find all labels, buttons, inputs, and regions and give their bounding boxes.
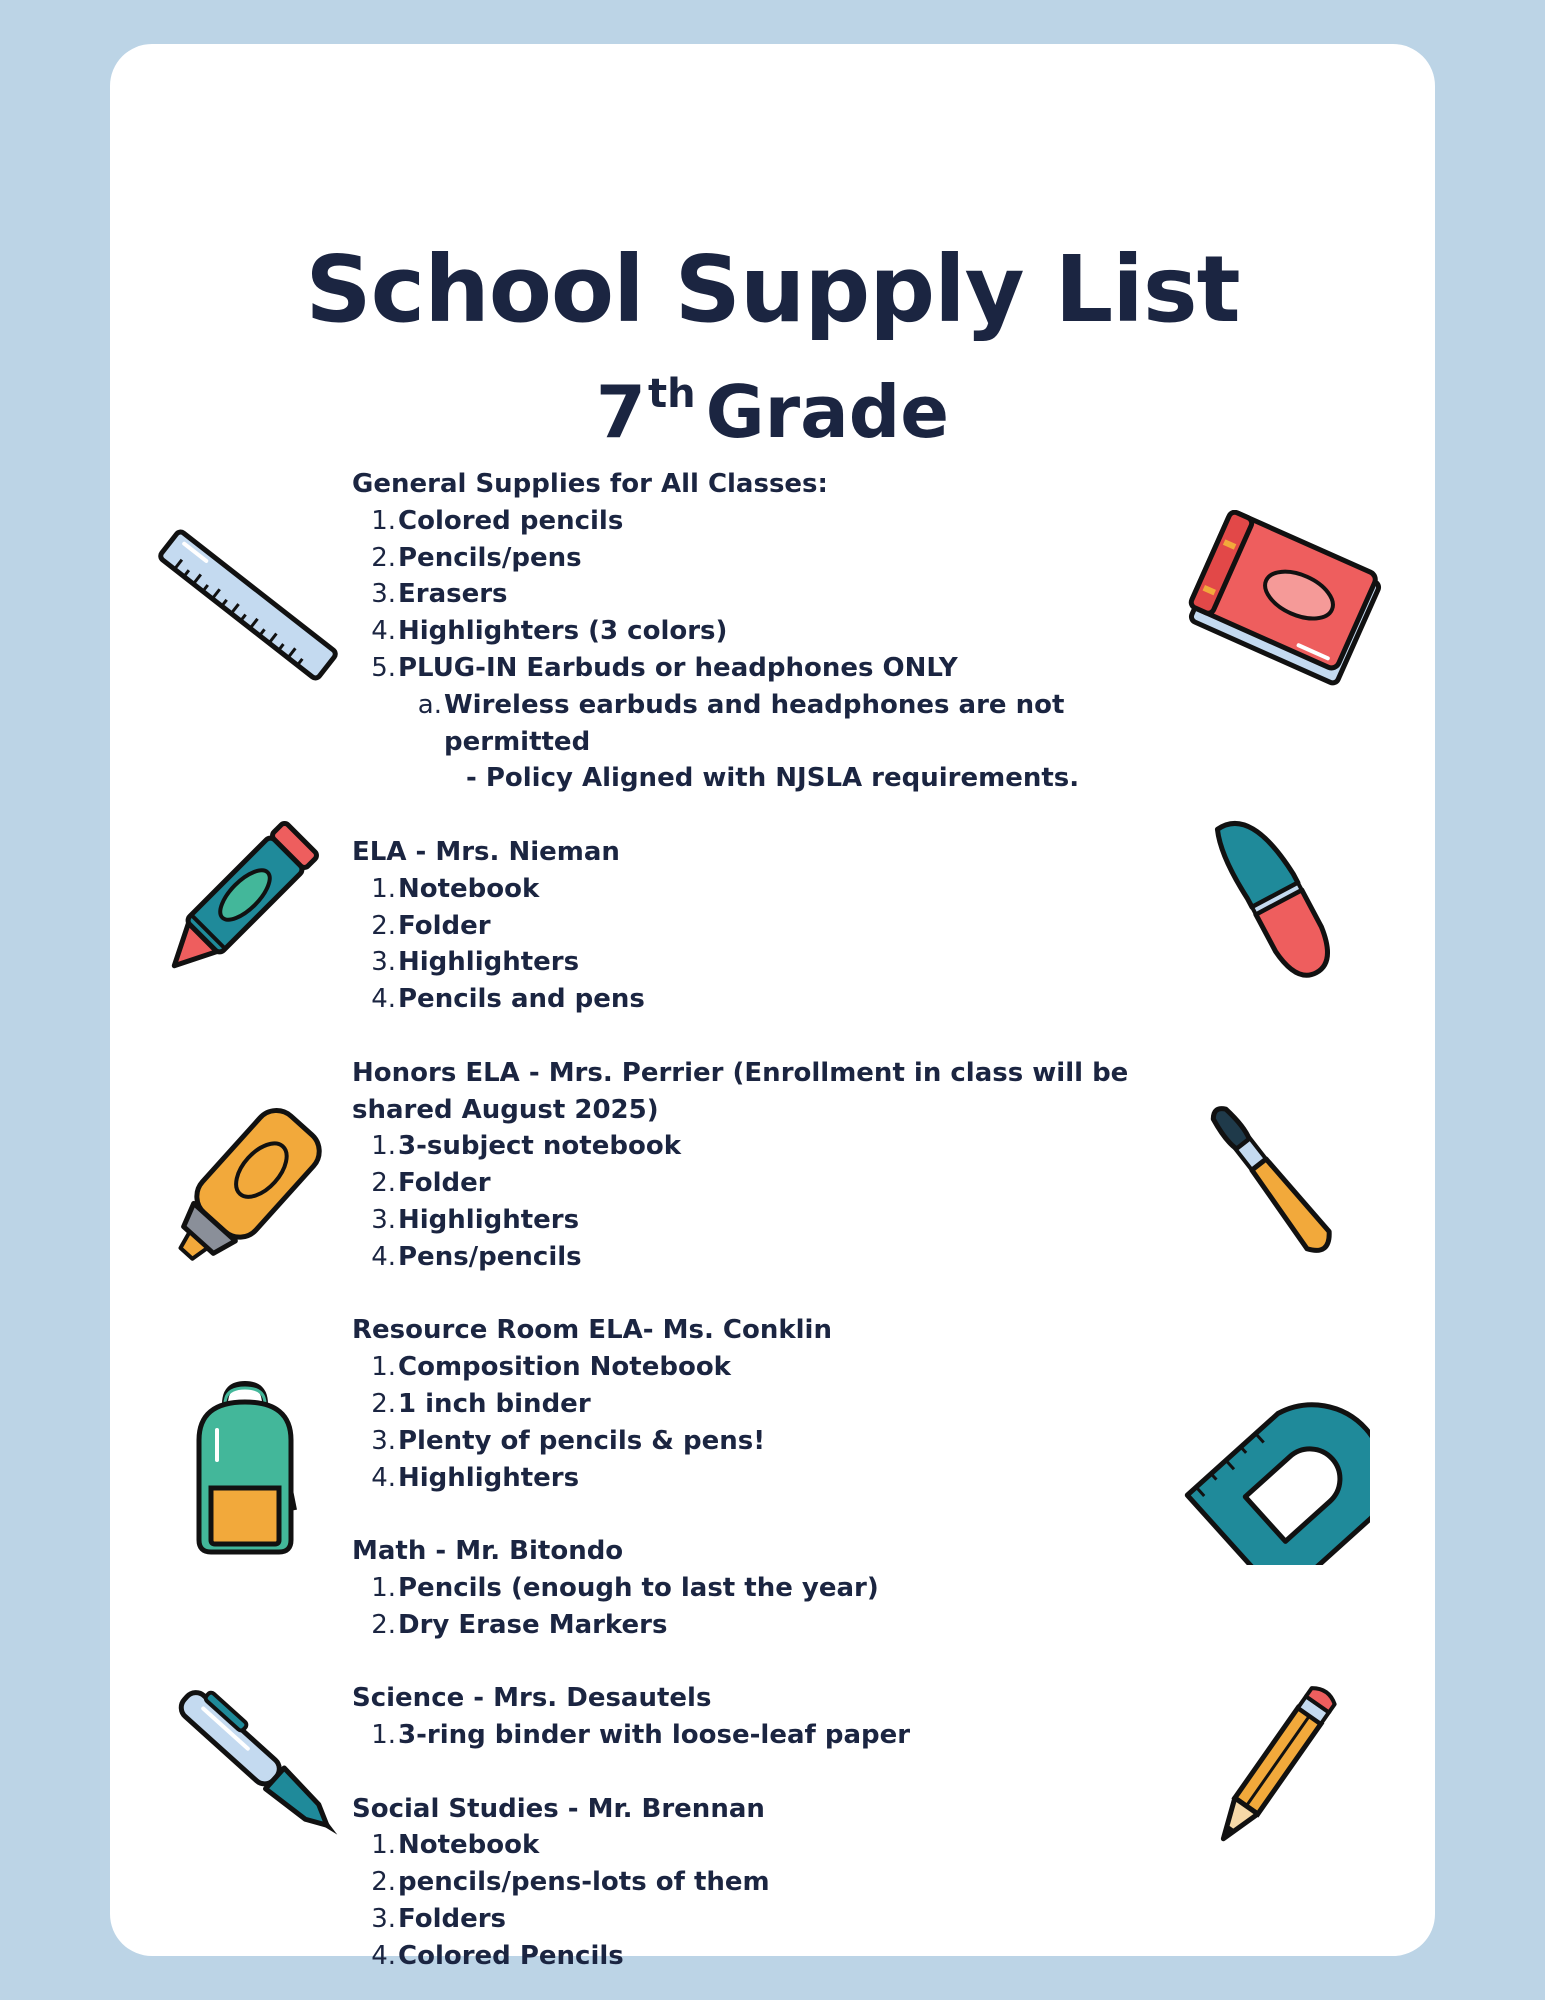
item-number: 1. — [371, 1572, 396, 1603]
item-number: 1. — [371, 1720, 396, 1751]
ruler-icon — [148, 510, 348, 700]
item-number: 2. — [371, 1609, 396, 1640]
list-item — [352, 540, 1192, 577]
list-item — [352, 1239, 1192, 1276]
section-title: Math - Mr. Bitondo — [352, 1536, 624, 1567]
item-text: Pencils and pens — [398, 984, 645, 1015]
list-item — [352, 1717, 1192, 1754]
item-text: Wireless earbuds and headphones are not permitted — [444, 689, 1065, 757]
list-item — [352, 1607, 1192, 1644]
list-item — [352, 1202, 1192, 1239]
item-number: 5. — [371, 652, 396, 683]
section-resource-room — [352, 1312, 1192, 1496]
item-text: Colored pencils — [398, 505, 624, 536]
item-number: 2. — [371, 542, 396, 573]
item-text: Composition Notebook — [398, 1352, 731, 1383]
item-text: Highlighters — [398, 947, 580, 978]
list-item — [352, 1386, 1192, 1423]
item-text: Folder — [398, 1168, 491, 1199]
item-number: 3. — [371, 579, 396, 610]
grade-word: Grade — [705, 370, 950, 454]
item-text: Highlighters (3 colors) — [398, 616, 728, 647]
item-text: Highlighters — [398, 1462, 580, 1493]
list-item — [352, 576, 1192, 613]
list-item — [352, 1901, 1192, 1938]
item-text: Notebook — [398, 873, 540, 904]
item-list — [352, 1717, 1192, 1754]
glue-stick-icon — [158, 1090, 338, 1280]
item-text: 1 inch binder — [398, 1388, 591, 1419]
item-number: 1. — [371, 1830, 396, 1861]
item-text: 3-subject notebook — [398, 1131, 681, 1162]
sub-list-item — [352, 687, 1192, 761]
item-text: pencils/pens-lots of them — [398, 1867, 770, 1898]
item-number: 4. — [371, 984, 396, 1015]
item-list — [352, 1128, 1192, 1275]
item-text: PLUG-IN Earbuds or headphones ONLY — [398, 652, 958, 683]
list-item — [352, 503, 1192, 540]
item-text: Folders — [398, 1904, 507, 1935]
item-number: 2. — [371, 1168, 396, 1199]
grade-number: 7 — [595, 370, 646, 454]
supply-list — [352, 466, 1192, 1975]
policy-note: - Policy Aligned with NJSLA requirements. — [466, 763, 1080, 794]
item-number: 1. — [371, 1131, 396, 1162]
list-item — [352, 1128, 1192, 1165]
item-number: a. — [417, 689, 442, 720]
item-list — [352, 1827, 1192, 1974]
section-title: General Supplies for All Classes: — [352, 469, 828, 499]
grade-suffix: th — [647, 371, 696, 417]
item-text: Pencils/pens — [398, 542, 582, 573]
item-number: 4. — [371, 616, 396, 647]
item-list — [352, 1570, 1192, 1644]
section-ela — [352, 834, 1192, 1018]
item-text: Folder — [398, 910, 491, 941]
item-number: 4. — [371, 1241, 396, 1272]
list-item — [352, 908, 1192, 945]
item-list — [352, 871, 1192, 1018]
section-honors-ela — [352, 1055, 1192, 1276]
list-item — [352, 613, 1192, 650]
item-number: 2. — [371, 1388, 396, 1419]
item-number: 4. — [371, 1940, 396, 1971]
crayon-icon — [150, 800, 340, 990]
pencil-icon — [1190, 1665, 1360, 1865]
item-number: 3. — [371, 947, 396, 978]
protractor-icon — [1180, 1375, 1370, 1565]
item-list — [352, 1349, 1192, 1496]
item-number: 1. — [371, 873, 396, 904]
paintbrush-icon — [1190, 1090, 1360, 1280]
eraser-icon — [1200, 800, 1350, 990]
item-text: Pencils (enough to last the year) — [398, 1572, 879, 1603]
list-item — [352, 1165, 1192, 1202]
item-list — [352, 503, 1192, 687]
section-math — [352, 1533, 1192, 1643]
section-title: ELA - Mrs. Nieman — [352, 836, 620, 867]
list-item — [352, 981, 1192, 1018]
section-title: Social Studies - Mr. Brennan — [352, 1793, 765, 1824]
list-item — [352, 1864, 1192, 1901]
list-item — [352, 1827, 1192, 1864]
item-text: Pens/pencils — [398, 1241, 582, 1272]
backpack-icon — [185, 1380, 305, 1560]
list-item — [352, 650, 1192, 687]
item-number: 2. — [371, 1867, 396, 1898]
book-icon — [1180, 510, 1390, 695]
item-number: 3. — [371, 1425, 396, 1456]
list-item — [352, 1423, 1192, 1460]
item-number: 1. — [371, 1352, 396, 1383]
section-title: Science - Mrs. Desautels — [352, 1683, 712, 1714]
item-text: Highlighters — [398, 1204, 580, 1235]
section-social-studies — [352, 1791, 1192, 1975]
item-text: Colored Pencils — [398, 1940, 624, 1971]
item-text: Dry Erase Markers — [398, 1609, 668, 1640]
page-title: School Supply List — [305, 236, 1240, 343]
section-title: Honors ELA - Mrs. Perrier (Enrollment in class will be shared August 2025) — [352, 1057, 1129, 1125]
item-text: Erasers — [398, 579, 508, 610]
list-item — [352, 1570, 1192, 1607]
section-science — [352, 1680, 1192, 1754]
item-number: 1. — [371, 505, 396, 536]
item-number: 2. — [371, 910, 396, 941]
pen-icon — [160, 1665, 360, 1865]
item-number: 3. — [371, 1904, 396, 1935]
list-item — [352, 1460, 1192, 1497]
sub-item-list — [352, 687, 1192, 761]
item-number: 3. — [371, 1204, 396, 1235]
item-text: 3-ring binder with loose-leaf paper — [398, 1720, 911, 1751]
list-item — [352, 944, 1192, 981]
section-general — [352, 466, 1192, 797]
section-title: Resource Room ELA- Ms. Conklin — [352, 1315, 832, 1346]
list-item — [352, 871, 1192, 908]
item-number: 4. — [371, 1462, 396, 1493]
grade-heading — [110, 370, 1435, 454]
item-text: Plenty of pencils & pens! — [398, 1425, 766, 1456]
list-item — [352, 1349, 1192, 1386]
item-text: Notebook — [398, 1830, 540, 1861]
list-item — [352, 1938, 1192, 1975]
